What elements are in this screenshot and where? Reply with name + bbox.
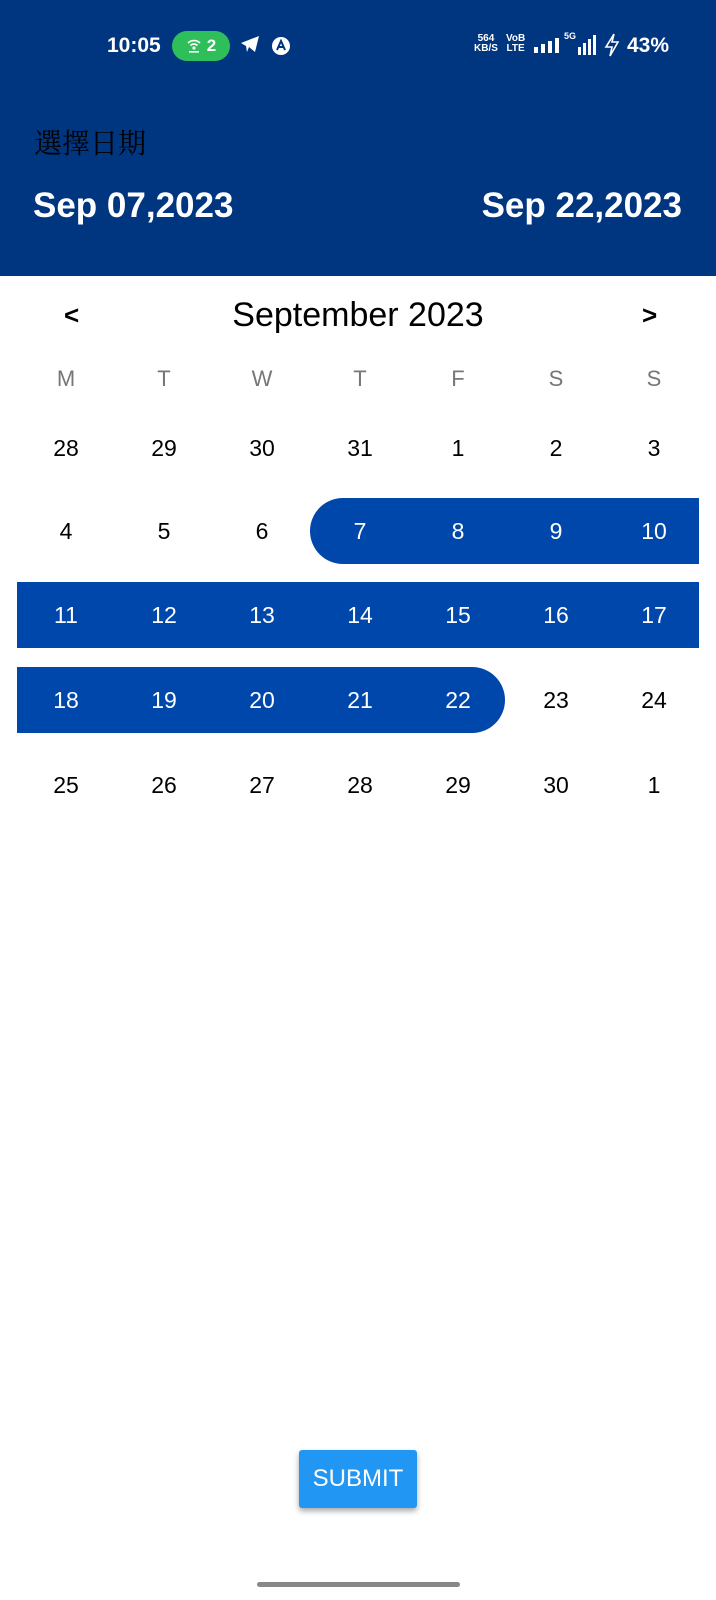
battery-level: 43%: [627, 34, 670, 57]
network-speed: 564 KB/S: [474, 33, 498, 54]
calendar-day-prev-month[interactable]: 30: [249, 435, 275, 461]
hotspot-indicator: [172, 31, 230, 61]
start-date: Sep 07,2023: [33, 186, 234, 225]
month-title: September 2023: [232, 296, 484, 334]
calendar-day-in-range[interactable]: 10: [641, 518, 667, 544]
calendar-day[interactable]: 1: [451, 435, 465, 461]
weekday-label: M: [56, 366, 76, 391]
home-indicator[interactable]: [257, 1582, 460, 1587]
weekday-label: T: [353, 366, 367, 391]
dialog-title: 選擇日期: [34, 128, 147, 159]
previous-month-button[interactable]: <: [64, 300, 80, 330]
calendar-day-range-start[interactable]: 7: [353, 518, 367, 544]
calendar-day-in-range[interactable]: 9: [549, 518, 563, 544]
volte-indicator: VoB LTE: [506, 33, 526, 54]
calendar-day[interactable]: 24: [641, 687, 667, 713]
calendar-day-in-range[interactable]: 8: [451, 518, 465, 544]
telegram-icon: [240, 35, 260, 53]
calendar-day-in-range[interactable]: 21: [347, 687, 373, 713]
calendar-day-next-month[interactable]: 1: [647, 772, 661, 798]
calendar-day[interactable]: 25: [53, 772, 79, 798]
calendar-day-in-range[interactable]: 15: [445, 602, 471, 628]
app-notification-icon: [271, 36, 291, 56]
signal-strength-icon: [533, 37, 559, 53]
calendar-day[interactable]: 4: [59, 518, 73, 544]
calendar-day[interactable]: 3: [647, 435, 661, 461]
end-date: Sep 22,2023: [481, 186, 682, 225]
next-month-button[interactable]: >: [642, 300, 658, 330]
calendar-day-in-range[interactable]: 13: [249, 602, 275, 628]
calendar-day-in-range[interactable]: 18: [53, 687, 79, 713]
calendar-day-in-range[interactable]: 11: [54, 602, 78, 628]
calendar-day[interactable]: 28: [347, 772, 373, 798]
calendar-day-in-range[interactable]: 12: [151, 602, 177, 628]
signal-strength-5g-icon: [564, 33, 596, 55]
calendar-day[interactable]: 5: [157, 518, 171, 544]
weekday-label: W: [251, 366, 273, 391]
weekday-label: F: [451, 366, 465, 391]
calendar-day-in-range[interactable]: 20: [249, 687, 275, 713]
calendar-day-in-range[interactable]: 17: [641, 602, 667, 628]
calendar-day-in-range[interactable]: 14: [347, 602, 373, 628]
weekday-label: T: [157, 366, 171, 391]
calendar-day[interactable]: 29: [445, 772, 471, 798]
weekday-label: S: [646, 366, 662, 391]
calendar-day[interactable]: 2: [549, 435, 563, 461]
calendar-day-prev-month[interactable]: 29: [151, 435, 177, 461]
calendar-day[interactable]: 23: [543, 687, 569, 713]
status-time: 10:05: [107, 34, 161, 57]
header: [0, 0, 716, 276]
calendar-day-prev-month[interactable]: 28: [53, 435, 79, 461]
calendar-day[interactable]: 26: [151, 772, 177, 798]
calendar-day-range-end[interactable]: 22: [445, 687, 471, 713]
calendar-day-in-range[interactable]: 16: [543, 602, 569, 628]
calendar-day-prev-month[interactable]: 31: [347, 435, 373, 461]
weekday-label: S: [548, 366, 564, 391]
calendar-day[interactable]: 6: [255, 518, 269, 544]
calendar-day-in-range[interactable]: 19: [151, 687, 177, 713]
hotspot-icon: [186, 38, 202, 54]
charging-icon: [604, 33, 620, 57]
5g-indicator: 5G: [564, 31, 577, 41]
hotspot-count: 2: [206, 36, 217, 55]
month-navigation: [0, 292, 716, 340]
calendar-day[interactable]: 27: [249, 772, 275, 798]
submit-button[interactable]: SUBMIT: [299, 1450, 417, 1508]
status-bar: [0, 28, 716, 64]
calendar-day[interactable]: 30: [543, 772, 569, 798]
